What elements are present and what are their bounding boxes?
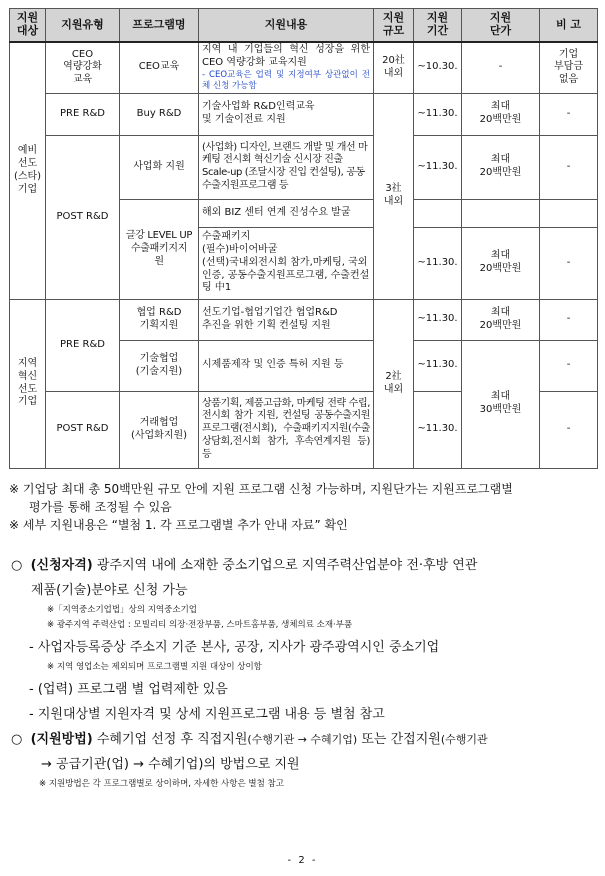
period-cell: ~11.30. (414, 391, 462, 468)
period-cell: ~11.30. (414, 227, 462, 299)
bullet-circle: ○ (11, 558, 23, 573)
header-content: 지원내용 (199, 9, 374, 43)
content-cell: 지역 내 기업들의 혁신 성장을 위한 CEO 역량강화 교육지원 - CEO교육은 업력 및 지정여부 상관없이 전체 신청 가능함 (199, 42, 374, 93)
program-cell: 협업 R&D 기획지원 (120, 299, 199, 340)
method-text-b: 또는 간접지원 (357, 732, 441, 747)
dash-item-address: - 사업자등록증상 주소지 기준 본사, 공장, 지사가 광주광역시인 중소기업 (29, 640, 440, 655)
header-target: 지원 대상 (10, 9, 46, 43)
period-cell: ~10.30. (414, 42, 462, 93)
period-cell: ~11.30. (414, 135, 462, 199)
period-cell: ~11.30. (414, 340, 462, 391)
method-heading (11, 727, 601, 752)
note-cell-empty (540, 199, 598, 227)
program-cell: 사업화 지원 (120, 135, 199, 199)
program-cell: 글강 LEVEL UP 수출패키지지 원 (120, 199, 199, 299)
table-row (10, 299, 598, 340)
content-cell: 상품기획, 제품고급화, 마케팅 전략 수립, 전시회 참가 지원, 컨설팅 공동수출지원프로그램(전시회), 수출패키지지원(수출상담회,전시회 참가, 후속연계지원 등) 등 (199, 391, 374, 468)
note-cell: - (540, 299, 598, 340)
eligibility-heading (11, 553, 601, 578)
eligibility-note-2: ※ 광주지역 주력산업 : 모빌리티 의장·전장부품, 스마트홈부품, 생체의료 소재·부품 (47, 620, 353, 630)
program-cell: CEO교육 (120, 42, 199, 93)
page-number: - 2 - (287, 855, 318, 866)
type-cell: PRE R&D (46, 93, 120, 135)
scale-cell: 20社 내외 (374, 42, 414, 93)
eligibility-note-1: ※「지역중소기업법」상의 지역중소기업 (47, 605, 197, 615)
price-cell: - (462, 42, 540, 93)
type-cell: POST R&D (46, 135, 120, 299)
table-row (10, 135, 598, 199)
scale-cell-shared: 2社 내외 (374, 299, 414, 468)
method-indirect-detail: (수행기관 (440, 733, 488, 746)
content-cell: 해외 BIZ 센터 연계 진성수요 발굴 (199, 199, 374, 227)
type-cell: POST R&D (46, 391, 120, 468)
method-note: ※ 지원방법은 각 프로그램별로 상이하며, 자세한 사항은 별첨 참고 (39, 779, 284, 789)
program-cell: 거래협업 (사업화지원) (120, 391, 199, 468)
content-cell: 선도기업-협업기업간 협업R&D 추진을 위한 기획 컨설팅 지원 (199, 299, 374, 340)
content-cell: 기술사업화 R&D인력교육 및 기술이전료 지원 (199, 93, 374, 135)
header-scale: 지원 규모 (374, 9, 414, 43)
note-cell: - (540, 340, 598, 391)
eligibility-text: 광주지역 내에 소재한 중소기업으로 지역주력산업분야 전·후방 연관 (92, 558, 478, 573)
table-footnotes (9, 480, 599, 534)
target-cell-regional: 지역 혁신 선도 기업 (10, 299, 46, 468)
type-cell: PRE R&D (46, 299, 120, 391)
program-cell: Buy R&D (120, 93, 199, 135)
header-program: 프로그램명 (120, 9, 199, 43)
header-period: 지원 기간 (414, 9, 462, 43)
footnote-funding-cap-cont: 평가를 통해 조정될 수 있음 (29, 500, 172, 514)
eligibility-label: (신청자격) (30, 558, 93, 573)
table-row (10, 42, 598, 93)
price-cell: 최대 20백만원 (462, 299, 540, 340)
note-cell: - (540, 135, 598, 199)
method-direct-detail: (수행기관 → 수혜기업) (247, 733, 358, 746)
price-cell: 최대 20백만원 (462, 227, 540, 299)
method-text: 수혜기업 선정 후 직접지원 (92, 732, 248, 747)
bullet-circle: ○ (11, 732, 23, 747)
header-price: 지원 단가 (462, 9, 540, 43)
eligibility-section (11, 553, 601, 792)
price-cell: 최대 20백만원 (462, 135, 540, 199)
note-cell: - (540, 227, 598, 299)
price-cell-shared: 최대 30백만원 (462, 340, 540, 468)
content-cell: 시제품제작 및 인증 특허 지원 등 (199, 340, 374, 391)
price-cell-empty (462, 199, 540, 227)
program-cell: 기술협업 (기술지원) (120, 340, 199, 391)
scale-cell-shared: 3社 내외 (374, 93, 414, 299)
table-row (10, 93, 598, 135)
content-cell: (사업화) 디자인, 브랜드 개발 및 개선 마케팅 전시회 혁신기술 신시장 진출 Scale-up (조달시장 진입 컨설팅), 공동수출지원프로그램 등 (199, 135, 374, 199)
support-program-table (9, 8, 598, 469)
footnote-funding-cap: ※ 기업당 최대 총 50백만원 규모 안에 지원 프로그램 신청 가능하며, 지원단가는 지원프로그램별 (9, 482, 513, 496)
footnote-details-ref: ※ 세부 지원내용은 “별첨 1. 각 프로그램별 추가 안내 자료” 확인 (9, 518, 348, 532)
period-cell-empty (414, 199, 462, 227)
header-note: 비 고 (540, 9, 598, 43)
note-cell: - (540, 391, 598, 468)
header-type: 지원유형 (46, 9, 120, 43)
method-text-cont: → 공급기관(업) → 수혜기업)의 방법으로 지원 (41, 757, 300, 772)
note-cell: - (540, 93, 598, 135)
dash-item-appendix: - 지원대상별 지원자격 및 상세 지원프로그램 내용 등 별첨 참고 (29, 707, 385, 722)
price-cell: 최대 20백만원 (462, 93, 540, 135)
eligibility-text-cont: 제품(기술)분야로 신청 가능 (31, 583, 188, 598)
target-cell-prestar: 예비 선도 (스타) 기업 (10, 42, 46, 299)
method-label: (지원방법) (30, 732, 93, 747)
note-cell: 기업 부담금 없음 (540, 42, 598, 93)
dash-item-career: - (업력) 프로그램 별 업력제한 있음 (29, 682, 228, 697)
table-header-row (10, 9, 598, 43)
content-cell: 수출패키지 (필수)바이어바굴 (선택)국내외전시회 참가,마케팅, 국외인증, 공동수출지원프로그램, 수출컨설팅 中1 (199, 227, 374, 299)
period-cell: ~11.30. (414, 299, 462, 340)
period-cell: ~11.30. (414, 93, 462, 135)
type-cell: CEO 역량강화 교육 (46, 42, 120, 93)
dash-item-address-note: ※ 지역 영업소는 제외되며 프로그램별 지원 대상이 상이함 (47, 662, 262, 672)
